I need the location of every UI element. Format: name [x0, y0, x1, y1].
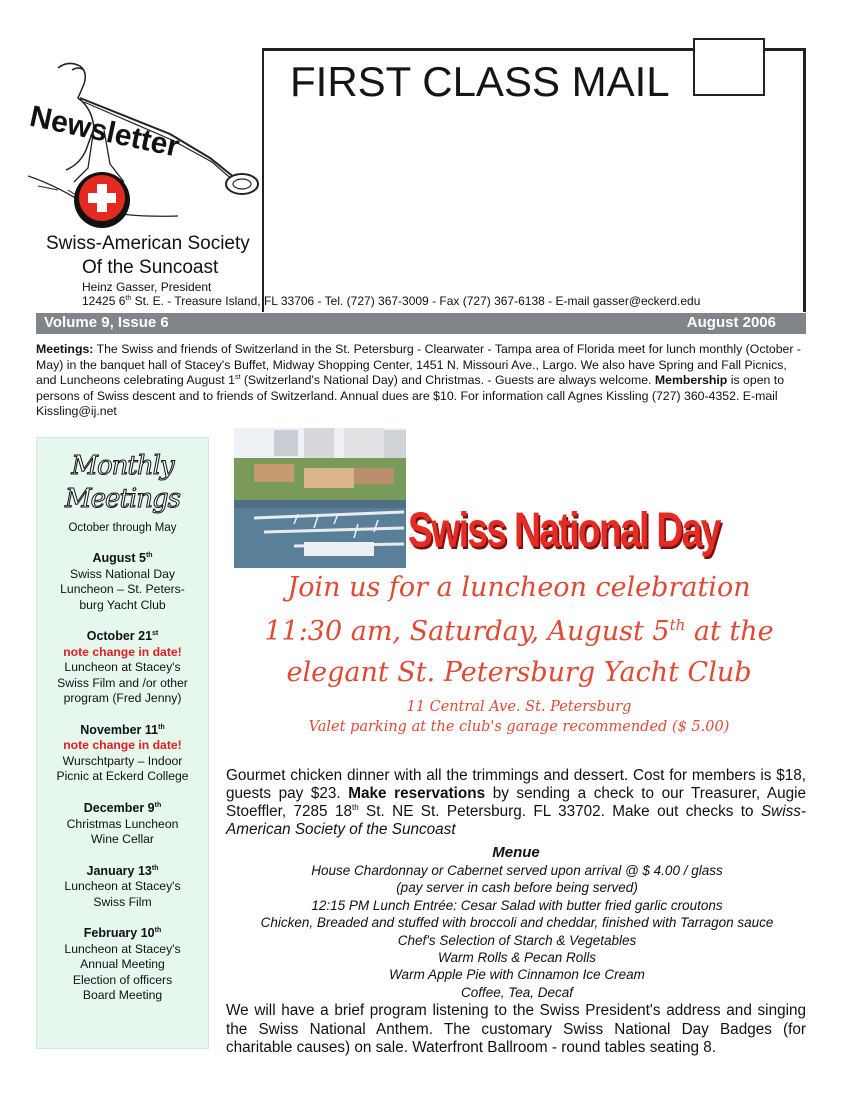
- invitation-sup: th: [669, 616, 686, 634]
- invitation-address: 11 Central Ave. St. Petersburg: [406, 699, 632, 715]
- meeting-event: [37, 798, 208, 848]
- meeting-date-sup: th: [158, 723, 165, 731]
- meetings-sup: st: [234, 373, 241, 381]
- body-p1-b: by sending a check to our Treasurer, Augie Stoeffler, 7285 18: [226, 785, 807, 820]
- menu-item: House Chardonnay or Cabernet served upon arrival @ $ 4.00 / glass: [311, 863, 723, 878]
- meeting-detail-line: Luncheon at Stacey's: [64, 941, 181, 956]
- meeting-detail-line: program (Fred Jenny): [63, 691, 182, 706]
- meeting-date-text: January 13: [86, 863, 152, 878]
- meeting-event: [37, 861, 208, 911]
- meeting-event: [37, 626, 208, 707]
- sidebar-title-line2: Meetings: [65, 484, 180, 514]
- menu-item: 12:15 PM Lunch Entrée: Cesar Salad with butter fried garlic croutons: [311, 897, 723, 913]
- address-post: St. E. - Treasure Island, FL 33706 - Tel. (727) 367-3009 - Fax (727) 367-6138 - E-mail gasser@eckerd.edu: [131, 294, 701, 308]
- menu-list: [222, 862, 812, 1001]
- invitation-at: at the: [685, 616, 774, 647]
- alphorn-player-illustration: [28, 58, 268, 236]
- swiss-national-day-banner: Swiss National Day: [408, 503, 720, 559]
- menu-title: Menue: [492, 844, 540, 861]
- stamp-box: [693, 38, 765, 96]
- meeting-date: [37, 548, 208, 567]
- address-sup: th: [125, 295, 132, 302]
- meeting-detail-line: Luncheon at Stacey's: [64, 660, 181, 675]
- body-paragraph-2: We will have a brief program listening to the Swiss President's address and singing the Swiss National Anthem. The customary Swiss National Day Badges (for charitable causes) on sale. Waterfront Ballroom - round tables seating 8.: [226, 1002, 806, 1056]
- sidebar-title: [37, 450, 208, 516]
- sidebar-title-line1: Monthly: [71, 451, 174, 481]
- meeting-date-text: February 10: [83, 926, 155, 941]
- sidebar-subtitle: October through May: [68, 522, 177, 534]
- menu-item: Warm Apple Pie with Cinnamon Ice Cream: [389, 967, 645, 983]
- invitation-time: 11:30 am, Saturday, August 5: [264, 616, 670, 647]
- meeting-detail-line: Luncheon at Stacey's: [64, 879, 181, 894]
- invitation-parking: Valet parking at the club's garage recommended ($ 5.00): [308, 719, 730, 735]
- meeting-date-sup: th: [151, 864, 159, 872]
- body-paragraph-1: [226, 767, 806, 839]
- meeting-date-sup: th: [154, 801, 162, 809]
- volume-issue: Volume 9, Issue 6: [44, 314, 169, 331]
- president-line: Heinz Gasser, President: [82, 280, 212, 294]
- meeting-date-text: August 5: [92, 551, 146, 566]
- meeting-date: [37, 861, 208, 880]
- meeting-date-text: December 9: [83, 801, 155, 816]
- newsletter-logo: [28, 58, 268, 236]
- invitation-line1: Join us for a luncheon celebration: [287, 572, 751, 603]
- meeting-date-text: October 21: [86, 629, 153, 644]
- menu-item: Chicken, Breaded and stuffed with broccoli and cheddar, finished with Tarragon sauce: [260, 915, 774, 931]
- meeting-detail-line: Annual Meeting: [80, 957, 165, 972]
- meetings-text1: The Swiss and friends of Switzerland in the St. Petersburg - Clearwater - Tampa area of Florida meet for lunch monthly (October - May) in the banquet hall of Stacey's Buffet, Midway Shopping Center, 1451 N. Missouri Ave., Largo. We also have Spring and Fall Picnics, and Luncheons celebrating August 1: [36, 342, 802, 387]
- meeting-detail-line: burg Yacht Club: [79, 597, 166, 612]
- meeting-event: [37, 548, 208, 613]
- meeting-detail-line: Swiss Film: [93, 894, 152, 909]
- meeting-detail-line: Wurschtparty – Indoor: [62, 753, 183, 768]
- meetings-label: Meetings:: [36, 342, 94, 356]
- meeting-date: [37, 798, 208, 817]
- address-line: [82, 294, 700, 308]
- sidebar-event-list: [37, 548, 208, 1004]
- meeting-date-sup: th: [145, 552, 153, 559]
- address-pre: 12425 6: [82, 294, 126, 308]
- meeting-date-sup: st: [152, 630, 159, 638]
- menu-item: Coffee, Tea, Decaf: [460, 984, 574, 1000]
- meeting-detail-line: Board Meeting: [82, 988, 163, 1003]
- make-reservations-label: Make reservations: [348, 785, 486, 802]
- body-p1-sup: th: [351, 802, 359, 812]
- yacht-club-photo: [234, 428, 406, 568]
- first-class-mail-label: FIRST CLASS MAIL: [290, 58, 670, 105]
- society-name-sub: Of the Suncoast: [82, 257, 219, 278]
- meeting-date: [37, 720, 208, 739]
- meetings-text2: (Switzerland's National Day) and Christmas. - Guests are always welcome.: [240, 373, 655, 387]
- date-change-note: note change in date!: [63, 644, 182, 659]
- invitation-line3: elegant St. Petersburg Yacht Club: [286, 657, 752, 688]
- logo-text: Newsletter: [28, 99, 183, 164]
- marina-photo-image: [234, 428, 406, 568]
- issue-date: August 2006: [686, 314, 776, 331]
- meeting-date-sup: th: [154, 927, 162, 935]
- meeting-detail-line: Picnic at Eckerd College: [56, 769, 189, 784]
- body-p1-a: Gourmet chicken dinner with all the trimmings and dessert. Cost for members is $18, guests pay $23.: [226, 767, 806, 802]
- meeting-detail-line: Christmas Luncheon: [66, 816, 179, 831]
- menu-item: Chef's Selection of Starch & Vegetables: [397, 932, 637, 948]
- meeting-detail-line: Swiss Film and /or other: [57, 675, 188, 690]
- volume-bar: [36, 313, 806, 334]
- meeting-detail-line: Wine Cellar: [91, 832, 154, 847]
- meetings-text3: is open to persons of Swiss descent and to friends of Switzerland. Annual dues are $10. For information call Agnes Kissling (727) 360-4352. E-mail Kissling@ij.net: [36, 373, 785, 418]
- monthly-meetings-sidebar: [36, 437, 209, 1049]
- membership-label: Membership: [654, 373, 728, 387]
- date-change-note: note change in date!: [63, 738, 182, 753]
- meeting-date: [37, 626, 208, 645]
- meeting-event: [37, 923, 208, 1004]
- meeting-date: [37, 923, 208, 942]
- society-name: Swiss-American Society: [46, 233, 250, 254]
- body-p1-italic: Swiss-American Society of the Suncoast: [226, 803, 806, 838]
- meeting-detail-line: Luncheon – St. Peters-: [60, 582, 185, 597]
- meeting-detail-line: Election of officers: [72, 972, 173, 987]
- meeting-date-text: November 11: [80, 722, 159, 737]
- meeting-detail-line: Swiss National Day: [70, 566, 175, 581]
- meeting-event: [37, 720, 208, 785]
- meetings-paragraph: [36, 342, 806, 420]
- menu-item: (pay server in cash before being served): [396, 880, 638, 896]
- invitation-line2: [222, 616, 816, 647]
- menu-item: Warm Rolls & Pecan Rolls: [437, 950, 597, 966]
- body-p1-c: St. NE St. Petersburg. FL 33702. Make out checks to: [358, 803, 761, 820]
